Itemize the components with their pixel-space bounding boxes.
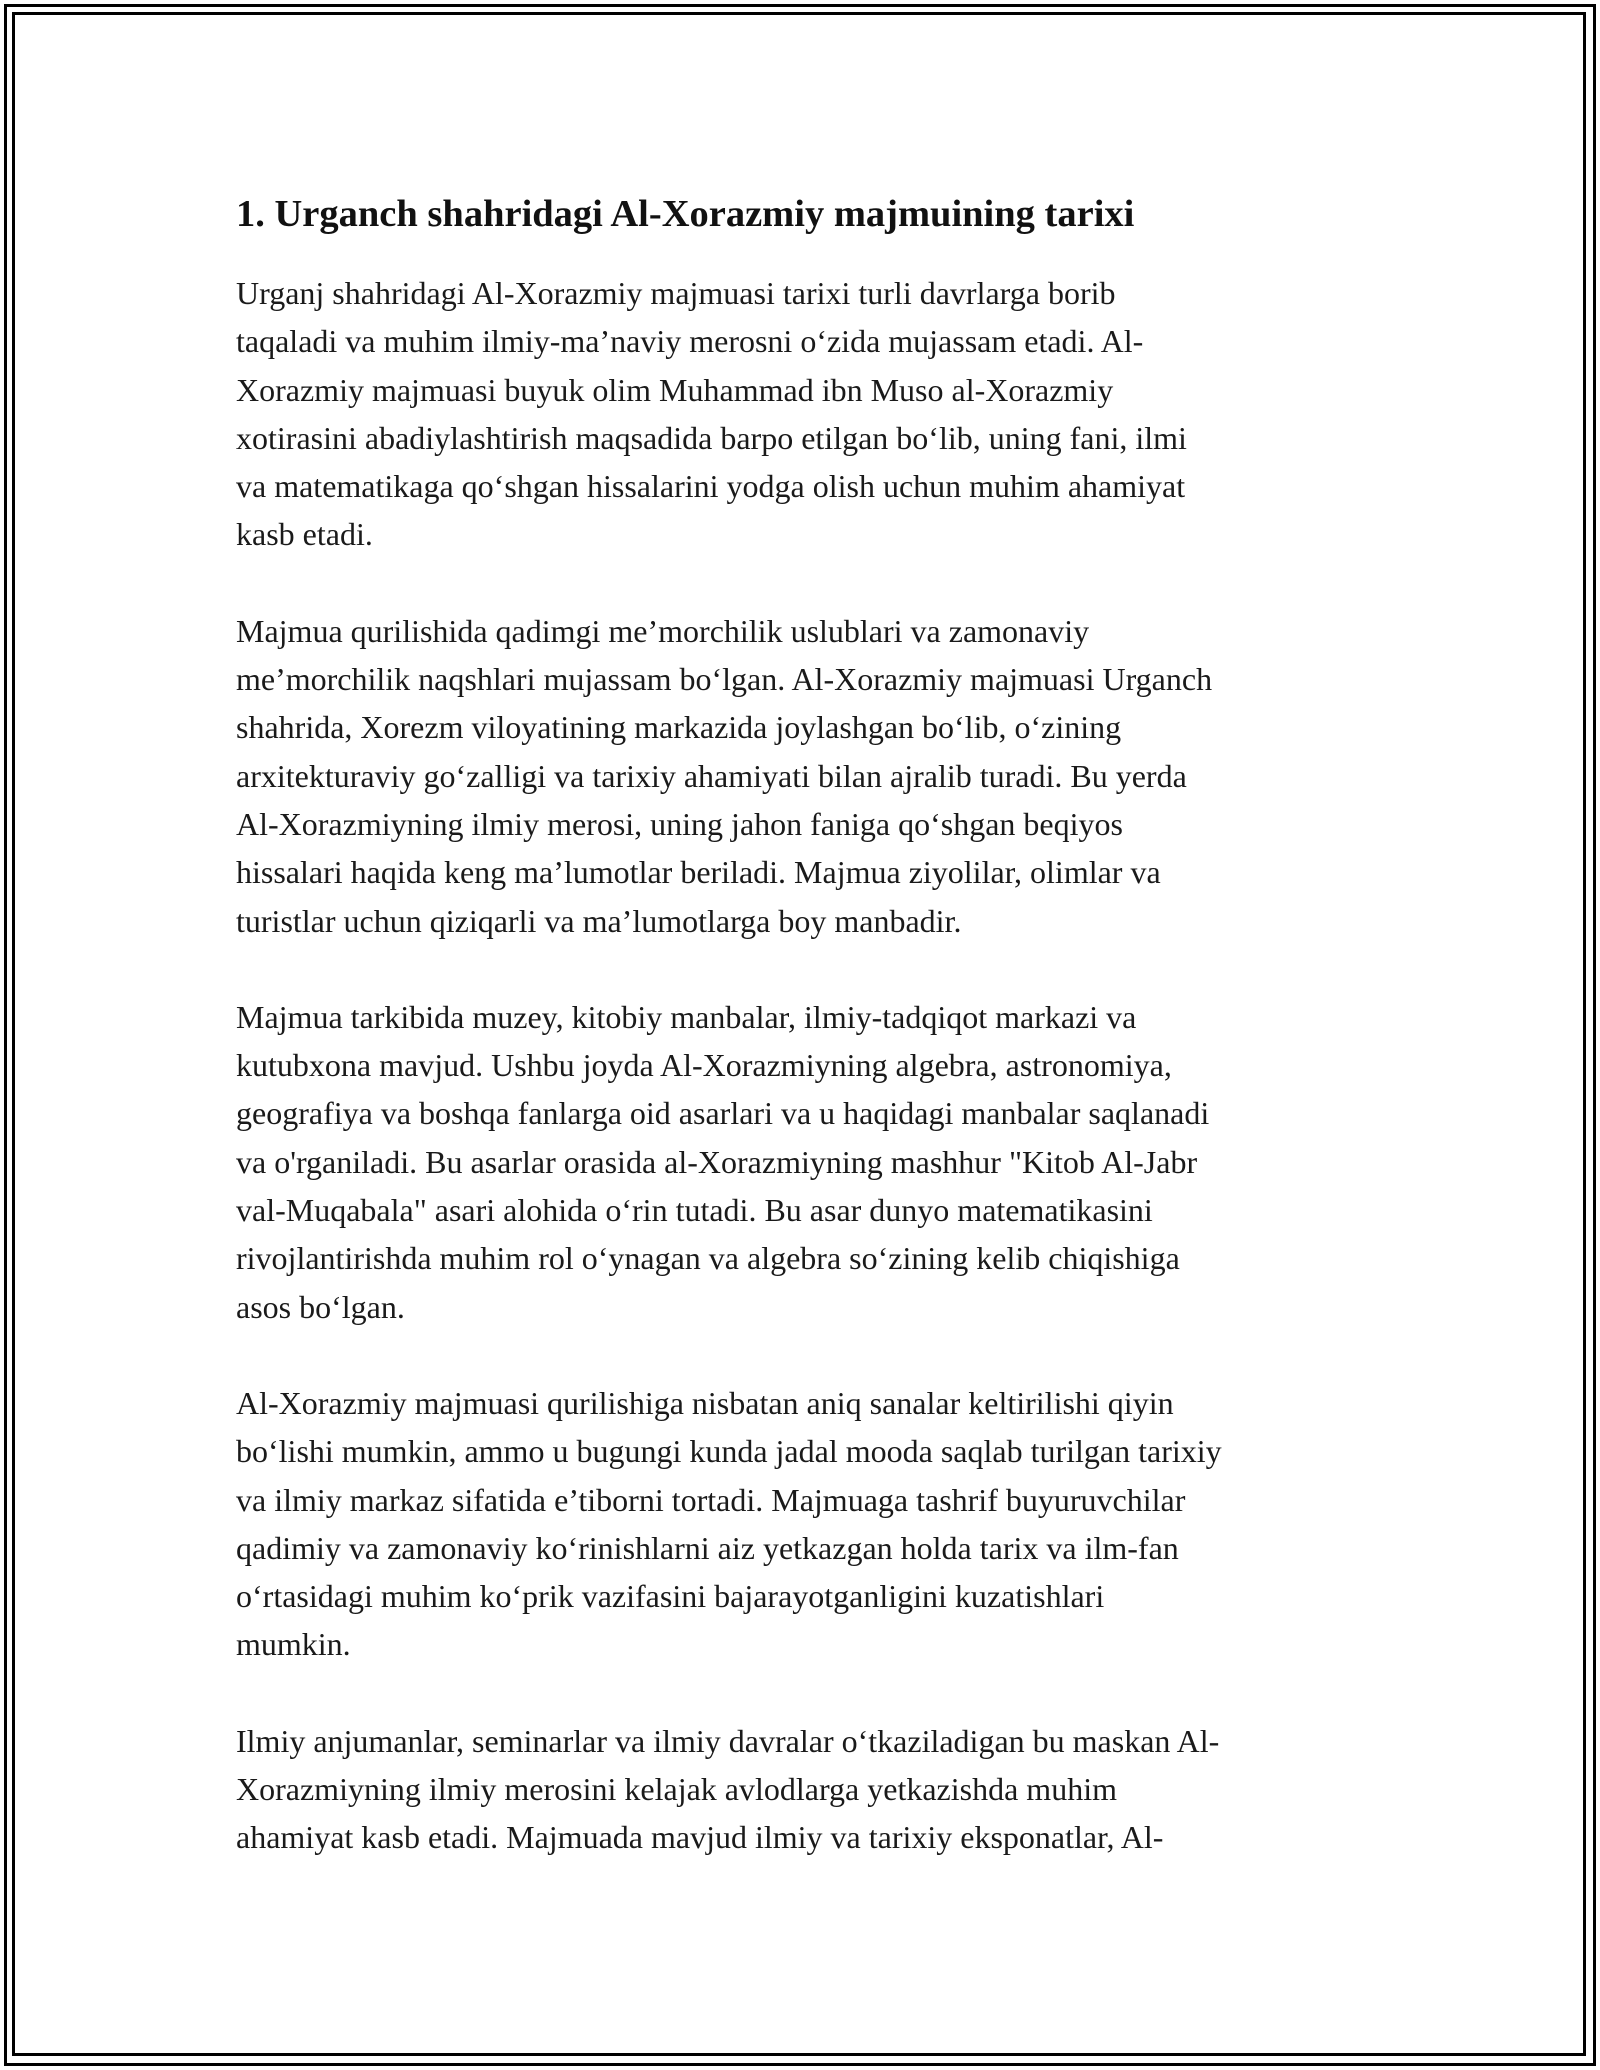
paragraph-4 [236,1379,1366,1669]
text-line: rivojlantirishda muhim rol o‘ynagan va algebra so‘zining kelib chiqishiga [236,1240,1180,1277]
text-line: kutubxona mavjud. Ushbu joyda Al-Xorazmiyning algebra, astronomiya, [236,1047,1172,1084]
text-line: hissalari haqida keng ma’lumotlar beriladi. Majmua ziyolilar, olimlar va [236,854,1161,891]
text-line: taqaladi va muhim ilmiy-ma’naviy merosni o‘zida mujassam etadi. Al- [236,323,1144,360]
document-content [236,185,1366,1910]
text-line: va o'rganiladi. Bu asarlar orasida al-Xorazmiyning mashhur "Kitob Al-Jabr [236,1143,1198,1180]
text-line: ahamiyat kasb etadi. Majmuada mavjud ilmiy va tarixiy eksponatlar, Al- [236,1819,1164,1856]
text-line: va ilmiy markaz sifatida e’tiborni tortadi. Majmuaga tashrif buyuruvchilar [236,1481,1186,1518]
text-line: Urganj shahridagi Al-Xorazmiy majmuasi tarixi turli davrlarga borib [236,275,1116,311]
text-line: Al-Xorazmiy majmuasi qurilishiga nisbatan aniq sanalar keltirilishi qiyin [236,1384,1174,1421]
text-line: shahrida, Xorezm viloyatining markazida joylashgan bo‘lib, o‘zining [236,709,1122,746]
section-heading: 1. Urganch shahridagi Al-Xorazmiy majmuining tarixi [236,193,1135,235]
paragraph-2 [236,607,1366,945]
text-line: mumkin. [236,1626,351,1663]
text-line: qadimiy va zamonaviy ko‘rinishlarni aiz yetkazgan holda tarix va ilm-fan [236,1529,1179,1566]
text-line: Al-Xorazmiyning ilmiy merosi, uning jahon faniga qo‘shgan beqiyos [236,805,1123,842]
text-line: bo‘lishi mumkin, ammo u bugungi kunda jadal mooda saqlab turilgan tarixiy [236,1433,1222,1470]
text-line: turistlar uchun qiziqarli va ma’lumotlarga boy manbadir. [236,902,962,939]
text-line: Ilmiy anjumanlar, seminarlar va ilmiy davralar o‘tkaziladigan bu maskan Al- [236,1722,1220,1759]
text-line: Xorazmiy majmuasi buyuk olim Muhammad ibn Muso al-Xorazmiy [236,371,1114,408]
paragraph-1 [236,269,1366,559]
paragraph-3 [236,993,1366,1331]
text-line: va matematikaga qo‘shgan hissalarini yodga olish uchun muhim ahamiyat [236,468,1186,505]
paragraph-5 [236,1717,1366,1862]
text-line: xotirasini abadiylashtirish maqsadida barpo etilgan bo‘lib, uning fani, ilmi [236,419,1187,456]
text-line: Majmua qurilishida qadimgi me’morchilik uslublari va zamonaviy [236,612,1090,649]
text-line: val-Muqabala" asari alohida o‘rin tutadi. Bu asar dunyo matematikasini [236,1192,1153,1229]
text-line: me’morchilik naqshlari mujassam bo‘lgan. Al-Xorazmiy majmuasi Urganch [236,661,1213,698]
text-line: kasb etadi. [236,516,373,553]
text-line: Majmua tarkibida muzey, kitobiy manbalar, ilmiy-tadqiqot markazi va [236,998,1137,1035]
text-line: arxitekturaviy go‘zalligi va tarixiy ahamiyati bilan ajralib turadi. Bu yerda [236,757,1187,794]
text-line: Xorazmiyning ilmiy merosini kelajak avlodlarga yetkazishda muhim [236,1771,1117,1808]
text-line: o‘rtasidagi muhim ko‘prik vazifasini bajarayotganligini kuzatishlari [236,1578,1105,1615]
text-line: geografiya va boshqa fanlarga oid asarlari va u haqidagi manbalar saqlanadi [236,1095,1210,1132]
text-line: asos bo‘lgan. [236,1288,405,1325]
